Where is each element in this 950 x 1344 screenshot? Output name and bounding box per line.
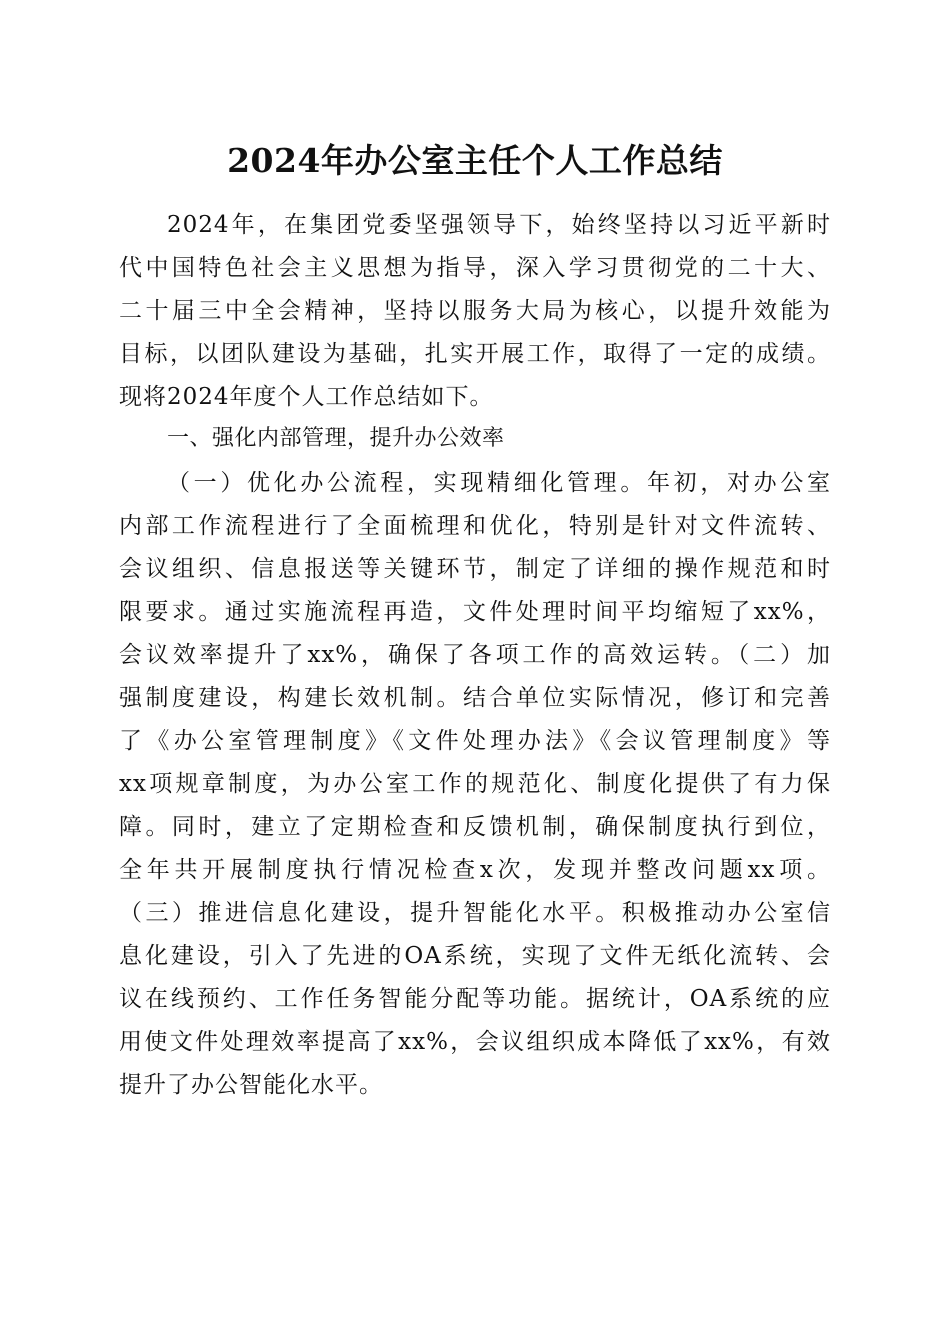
section-1-line-15: 提升了办公智能化水平。: [119, 1072, 383, 1098]
intro-line-4: 目标，以团队建设为基础，扎实开展工作，取得了一定的成绩。: [119, 341, 831, 367]
section-1-line-11: （三）推进信息化建设，提升智能化水平。积极推动办公室信: [119, 900, 831, 926]
section-1-line-3: 会议组织、信息报送等关键环节，制定了详细的操作规范和时: [119, 556, 831, 582]
intro-line-2: 代中国特色社会主义思想为指导，深入学习贯彻党的二十大、: [119, 255, 831, 281]
document-title: 2024年办公室主任个人工作总结: [227, 141, 723, 180]
section-1-line-5: 会议效率提升了xx%，确保了各项工作的高效运转。（二）加: [119, 642, 831, 668]
section-1-heading: 一、强化内部管理，提升办公效率: [167, 426, 505, 451]
intro-line-1: 2024年，在集团党委坚强领导下，始终坚持以习近平新时: [167, 212, 831, 238]
section-1-line-12: 息化建设，引入了先进的OA系统，实现了文件无纸化流转、会: [119, 943, 831, 969]
section-1-line-14: 用使文件处理效率提高了xx%，会议组织成本降低了xx%，有效: [119, 1029, 831, 1055]
section-1-line-13: 议在线预约、工作任务智能分配等功能。据统计，OA系统的应: [119, 986, 831, 1012]
intro-line-3: 二十届三中全会精神，坚持以服务大局为核心，以提升效能为: [119, 298, 831, 324]
section-1-line-2: 内部工作流程进行了全面梳理和优化，特别是针对文件流转、: [119, 513, 831, 539]
section-1-line-9: 障。同时，建立了定期检查和反馈机制，确保制度执行到位，: [119, 814, 831, 840]
section-1-line-1: （一）优化办公流程，实现精细化管理。年初，对办公室: [167, 470, 831, 496]
section-1-line-10: 全年共开展制度执行情况检查x次，发现并整改问题xx项。: [119, 857, 831, 883]
section-1-line-6: 强制度建设，构建长效机制。结合单位实际情况，修订和完善: [119, 685, 831, 711]
section-1-line-8: xx项规章制度，为办公室工作的规范化、制度化提供了有力保: [119, 771, 831, 797]
intro-line-5: 现将2024年度个人工作总结如下。: [119, 384, 494, 410]
section-1-line-4: 限要求。通过实施流程再造，文件处理时间平均缩短了xx%，: [119, 599, 831, 625]
section-1-line-7: 了《办公室管理制度》《文件处理办法》《会议管理制度》等: [119, 728, 831, 754]
